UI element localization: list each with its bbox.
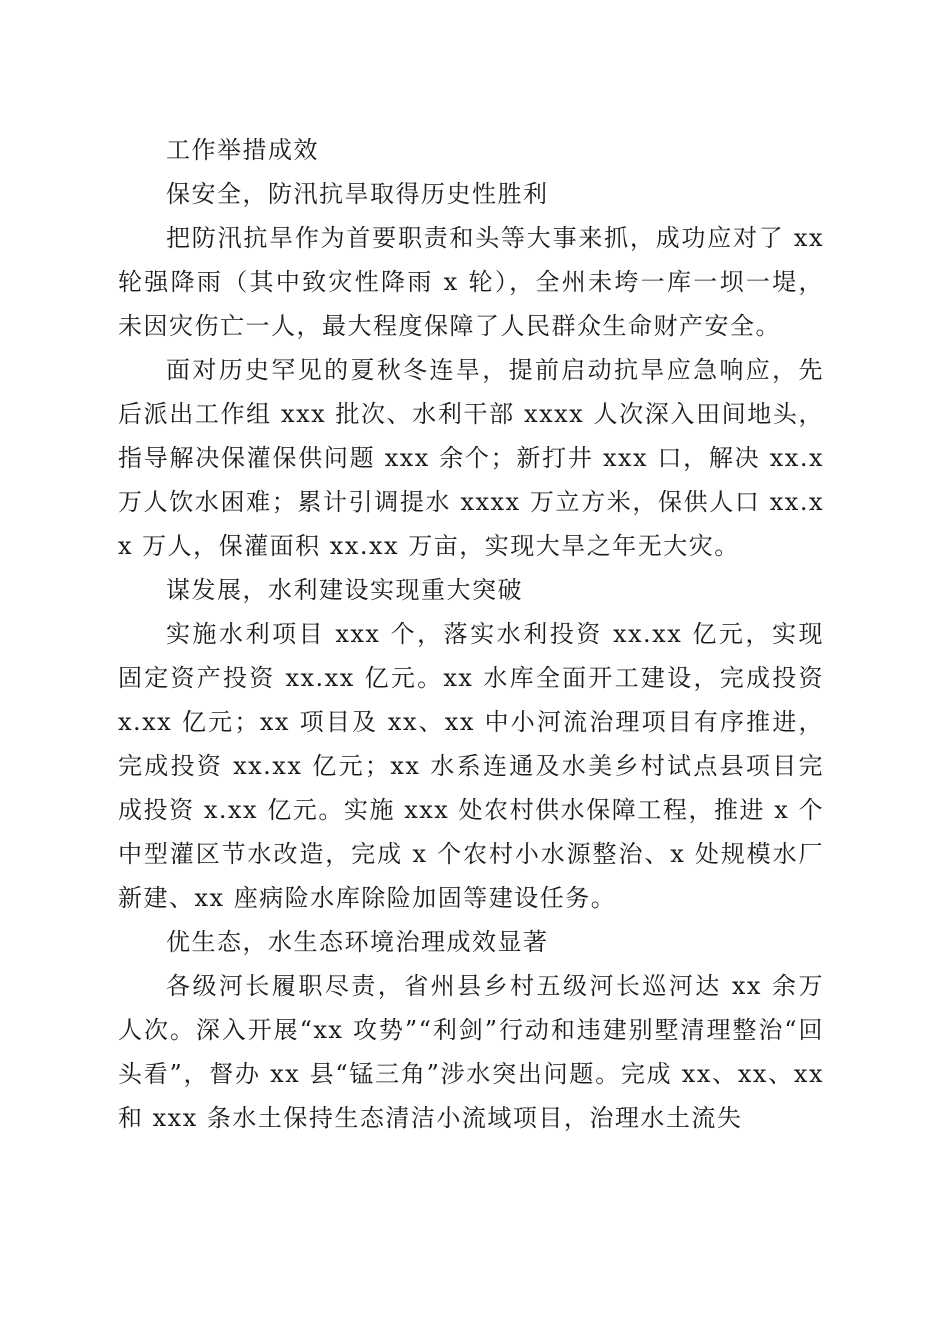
subheading-development: 谋发展，水利建设实现重大突破 bbox=[166, 576, 523, 604]
document-page bbox=[118, 128, 824, 1140]
paragraph: 各级河长履职尽责，省州县乡村五级河长巡河达 xx 余万人次。深入开展“xx 攻势”“利剑”行动和违建别墅清理整治“回头看”，督办 xx 县“锰三角”涉水突出问题。完成 xx、xx、xx 和 xxx 条水土保持生态清洁小流域项目，治理水土流失 bbox=[118, 972, 824, 1132]
paragraph: 把防汛抗旱作为首要职责和头等大事来抓，成功应对了 xx 轮强降雨（其中致灾性降雨 x 轮），全州未垮一库一坝一堤，未因灾伤亡一人，最大程度保障了人民群众生命财产安全。 bbox=[118, 224, 824, 340]
paragraph: 面对历史罕见的夏秋冬连旱，提前启动抗旱应急响应，先后派出工作组 xxx 批次、水利干部 xxxx 人次深入田间地头，指导解决保灌保供问题 xxx 余个；新打井 xxx 口，解决 xx.x 万人饮水困难；累计引调提水 xxxx 万立方米，保供人口 xx.xx 万人，保灌面积 xx.xx 万亩，实现大旱之年无大灾。 bbox=[118, 356, 824, 560]
subheading-ecology: 优生态，水生态环境治理成效显著 bbox=[166, 928, 549, 956]
subheading-safety: 保安全，防汛抗旱取得历史性胜利 bbox=[166, 180, 549, 208]
paragraph: 实施水利项目 xxx 个，落实水利投资 xx.xx 亿元，实现固定资产投资 xx.xx 亿元。xx 水库全面开工建设，完成投资 x.xx 亿元；xx 项目及 xx、xx 中小河流治理项目有序推进，完成投资 xx.xx 亿元；xx 水系连通及水美乡村试点县项目完成投资 x.xx 亿元。实施 xxx 处农村供水保障工程，推进 x 个中型灌区节水改造，完成 x 个农村小水源整治、x 处规模水厂新建、xx 座病险水库除险加固等建设任务。 bbox=[118, 620, 824, 912]
section-heading: 工作举措成效 bbox=[166, 136, 319, 164]
